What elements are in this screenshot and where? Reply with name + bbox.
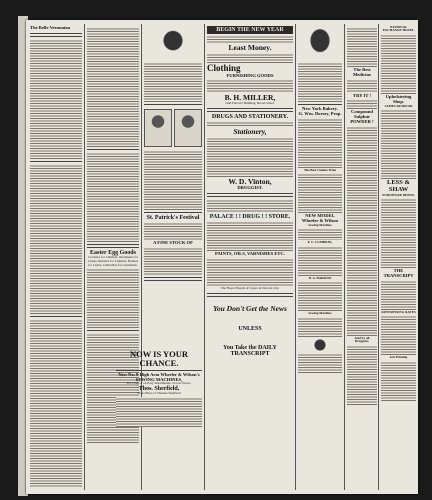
divider	[144, 212, 202, 213]
ad-text	[298, 173, 342, 213]
column-7	[381, 26, 416, 488]
divider	[144, 104, 202, 105]
begin-new-year-banner: BEGIN THE NEW YEAR	[207, 26, 293, 34]
merchant-name: B. H. MILLER,	[224, 93, 276, 103]
dealer-place: Plaza Place of Thomas Sherfield	[137, 391, 181, 396]
ad-text	[144, 62, 202, 102]
wheeler-wilson: Wheeler & Wilson	[301, 217, 339, 223]
divider	[207, 293, 293, 297]
easter-notice-text: Crockery for Children. Ornaments for Ladies. Rubbers for Children. Baskets for Ladies. Umbrellas for Gentlemen.	[87, 255, 139, 267]
portrait-illustration	[174, 109, 202, 147]
now-is-your-chance: NOW IS YOUR CHANCE.	[129, 350, 189, 368]
divider	[207, 108, 293, 112]
sewing-machine-label: Sewing Machine	[308, 222, 332, 227]
clothes-wine: The Best Clothes Wine	[303, 167, 337, 172]
lady-hat-illustration	[153, 27, 193, 61]
dont-get-news: You Don't Get the News	[213, 303, 287, 313]
ad-text	[207, 258, 293, 286]
face-illustration	[313, 338, 327, 352]
divider	[30, 316, 82, 317]
less-shaw: LESS & SHAW	[387, 178, 410, 193]
terms-text: For Cash or on Easy Installments, at Low Prices.	[126, 381, 192, 386]
ad-text	[298, 353, 342, 373]
dealer-name: Thos. Sherfield,	[138, 386, 180, 393]
best-medicine: The Best Medicine	[352, 67, 372, 77]
national-exchange-hotel: NATIONAL EXCHANGE HOTEL	[382, 26, 415, 33]
advertising-rates: ADVERTISING RATES	[381, 309, 416, 314]
ad-text	[144, 247, 202, 275]
ad-text	[207, 53, 293, 63]
druggist-name: W. D. Vinton,	[228, 177, 272, 187]
ad-text	[298, 62, 342, 102]
try-it: TRY IT !	[353, 92, 371, 98]
ad-text	[347, 126, 377, 336]
ad-text	[144, 222, 202, 240]
newspaper-page	[26, 20, 418, 494]
furnishing-heading: FURNISHING GOODS	[226, 72, 274, 78]
druggist-title: DRUGGIST.	[237, 184, 263, 190]
divider	[87, 244, 139, 248]
fine-stock-heading: A FINE STOCK OF	[153, 240, 193, 246]
ad-text	[298, 118, 342, 168]
column-rule	[378, 24, 379, 490]
ad-text	[381, 361, 416, 401]
portrait-illustration	[144, 109, 172, 147]
stationery-heading: Stationery,	[233, 127, 267, 137]
kinkead-name: JAMES KINKEAD	[384, 103, 413, 108]
palace-drug-store: PALACE ! ! DRUG ! ! STORE.	[209, 213, 291, 220]
ad-text	[298, 317, 342, 337]
least-money: Least Money.	[228, 43, 272, 53]
column-rule	[84, 24, 85, 490]
ad-text	[207, 199, 293, 213]
new-model: NEW MODEL	[305, 213, 335, 219]
article-text	[87, 152, 139, 242]
ad-text	[298, 246, 342, 276]
job-printing: Job Printing	[389, 355, 408, 360]
clothing-heading: Clothing	[207, 63, 241, 74]
column-6	[347, 26, 377, 488]
ad-text	[347, 99, 377, 109]
divider	[207, 193, 293, 197]
portrait-row	[144, 107, 202, 149]
ad-text	[347, 345, 377, 405]
divider	[87, 149, 139, 150]
ad-text	[347, 27, 377, 67]
ad-text	[144, 150, 202, 210]
ad-text	[298, 281, 342, 311]
ad-text	[381, 198, 416, 268]
column-rule	[344, 24, 345, 490]
article-text	[87, 268, 139, 328]
ad-text	[207, 221, 293, 251]
article-text	[30, 319, 82, 488]
lumbkin-name: F. C. LUMBKIN,	[307, 240, 333, 245]
compound-sulphur: Compound Sulphur	[351, 109, 373, 120]
powder: POWDER !	[350, 119, 374, 125]
ad-text	[207, 35, 293, 43]
ad-text	[381, 315, 416, 355]
column-rule	[204, 24, 205, 490]
ad-text	[298, 228, 342, 240]
ad-text	[207, 79, 293, 93]
festival-heading: St. Patrick's Festival	[146, 215, 200, 221]
article-text	[87, 27, 139, 147]
column-rule	[295, 24, 296, 490]
york-bakery: New York Bakery.	[302, 106, 338, 111]
sewing-machine-ad	[116, 350, 202, 488]
furniture-depot: FURNITURE DEPOT,	[382, 192, 415, 197]
divider	[87, 330, 139, 331]
dorsey-prop: G. Wm. Dorsey, Prop.	[298, 110, 342, 116]
column-4	[207, 26, 293, 488]
divider	[144, 277, 202, 281]
machines-heading: New No. 9 High Arm Wheeler & Wilson's SEWING MACHINES,	[118, 371, 200, 382]
divider	[116, 370, 202, 371]
column-1	[30, 26, 82, 488]
unless-text: UNLESS	[238, 326, 262, 333]
ad-text	[381, 109, 416, 179]
article-text	[30, 164, 82, 314]
barman-name: D. A. BARMAN	[308, 275, 332, 280]
paints-heading: PAINTS, OILS, VARNISHES ETC.	[215, 251, 285, 257]
building-illustration	[303, 27, 337, 61]
article-text	[30, 39, 82, 159]
merchant-address: Odd Fellows' Building, Broad Street.	[225, 101, 275, 106]
sold-by-druggists: Sold by all Druggists.	[354, 335, 370, 344]
ad-text	[381, 34, 416, 94]
ad-text	[116, 397, 202, 427]
divider	[30, 161, 82, 162]
easter-notice-heading: Easter Egg Goods	[90, 250, 136, 256]
ad-text	[347, 79, 377, 93]
column-5	[298, 26, 342, 488]
divider	[30, 33, 82, 37]
ad-text	[207, 137, 293, 177]
binding-label: Sewing Machine	[308, 311, 332, 316]
masthead: The Belle Vernonian	[30, 26, 71, 30]
divider	[298, 104, 342, 105]
upholstering-shop: Upholstering Shop.	[385, 93, 412, 104]
transcript-heading: THE TRANSCRIPT	[383, 268, 414, 278]
cigars-text: The Finest Brands of Cigars in Nevada City.	[220, 285, 280, 290]
take-transcript: You Take the DAILY TRANSCRIPT	[223, 344, 277, 357]
drugs-heading: DRUGS AND STATIONERY.	[211, 113, 289, 120]
ad-text	[381, 280, 416, 310]
